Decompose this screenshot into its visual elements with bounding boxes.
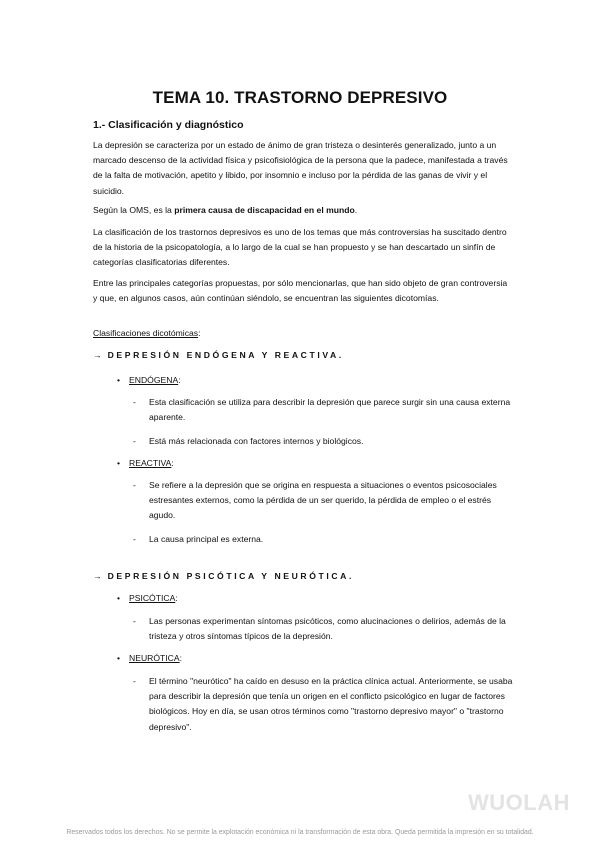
list-item-text: Las personas experimentan síntomas psicóticos, como alucinaciones o delirios, además de la tristeza y otros síntomas típicos de la depresión. (149, 616, 506, 642)
paragraph-categories: Entre las principales categorías propuestas, por sólo mencionarlas, que han sido objeto de gran controversia y que, en algunos casos, aún continúan siéndolo, se encuentran las siguientes dicotomías. (93, 278, 508, 304)
group-heading-text: DEPRESIÓN PSICÓTICA Y NEURÓTICA. (107, 571, 354, 581)
paragraph-classification: La clasificación de los trastornos depresivos es uno de los temas que más controversias ha suscitado dentro de la historia de la psicopatología, a lo largo de la cual se han propuesto y se han descartado un sinfín de categorías clasificatorias diferentes. (93, 227, 507, 268)
list-item (133, 478, 513, 524)
list-item-text: Esta clasificación se utiliza para describir la depresión que parece surgir sin una causa externa aparente. (149, 397, 511, 423)
section-heading: 1.- Clasificación y diagnóstico (93, 119, 244, 131)
dichotomies-label-colon: : (198, 328, 201, 338)
bullet-neurotica: • NEURÓTICA: (117, 653, 183, 663)
list-item-text: Está más relacionada con factores internos y biológicos. (149, 436, 364, 446)
list-item-text: La causa principal es externa. (149, 534, 264, 544)
list-item (133, 674, 513, 735)
group-heading-text: DEPRESIÓN ENDÓGENA Y REACTIVA. (107, 350, 344, 360)
oms-text-after: . (354, 205, 358, 215)
group-heading-psicotica-neurotica (93, 571, 354, 581)
list-item-text: Se refiere a la depresión que se origina en respuesta a situaciones o eventos psicosociales estresantes externos, como la pérdida de un ser querido, la pérdida de empleo o el estrés agudo. (149, 480, 497, 521)
list-item (133, 395, 513, 425)
group-heading-endogena-reactiva (93, 350, 344, 360)
dichotomies-label (93, 326, 511, 341)
list-item (133, 434, 513, 449)
dash-icon: - (133, 616, 136, 626)
document-title: TEMA 10. TRASTORNO DEPRESIVO (152, 88, 448, 107)
oms-text-before: Según la OMS, es la (93, 205, 175, 215)
arrow-icon: → (93, 350, 102, 360)
arrow-icon: → (93, 571, 102, 581)
bullet-icon: • (117, 458, 121, 468)
oms-highlight: primera causa de discapacidad en el mundo (174, 205, 355, 215)
paragraph-oms (93, 203, 511, 218)
bullet-label: PSICÓTICA (129, 593, 176, 603)
dash-icon: - (133, 436, 136, 446)
bullet-icon: • (117, 653, 121, 663)
list-item (133, 532, 513, 547)
bullet-label: ENDÓGENA (129, 375, 179, 385)
list-item (133, 614, 513, 644)
bullet-icon: • (117, 593, 121, 603)
paragraph-definition: La depresión se caracteriza por un estado de ánimo de gran tristeza o desinterés generalizado, junto a un marcado descenso de la actividad física y psicofisiológica de la persona que la padece, manifestada a través de la falta de motivación, apetito y libido, por insomnio e incluso por la pérdida de las ganas de vivir y el suicidio. (93, 140, 508, 196)
dash-icon: - (133, 676, 136, 686)
bullet-psicotica: • PSICÓTICA: (117, 593, 178, 603)
bullet-label: NEURÓTICA (129, 653, 180, 663)
list-item-text: El término "neurótico" ha caído en desuso en la práctica clínica actual. Anteriormente, se usaba para describir la depresión que tenía un origen en el conflicto psicológico en lugar de factores biológicos. Hoy en día, se usan otros términos como "trastorno depresivo mayor" o "trastorno depresivo". (149, 676, 513, 732)
bullet-label: REACTIVA (129, 458, 172, 468)
dash-icon: - (133, 480, 136, 490)
wuolah-logo: WUOLAH (468, 790, 570, 815)
dash-icon: - (133, 397, 136, 407)
bullet-reactiva: • REACTIVA: (117, 458, 174, 468)
copyright-footer: Reservados todos los derechos. No se permite la explotación económica ni la transformación de esta obra. Queda permitida la impresión en su totalidad. (66, 829, 534, 836)
dichotomies-label-text: Clasificaciones dicotómicas (93, 328, 199, 338)
bullet-icon: • (117, 375, 121, 385)
bullet-endogena: • ENDÓGENA: (117, 375, 181, 385)
dash-icon: - (133, 534, 136, 544)
